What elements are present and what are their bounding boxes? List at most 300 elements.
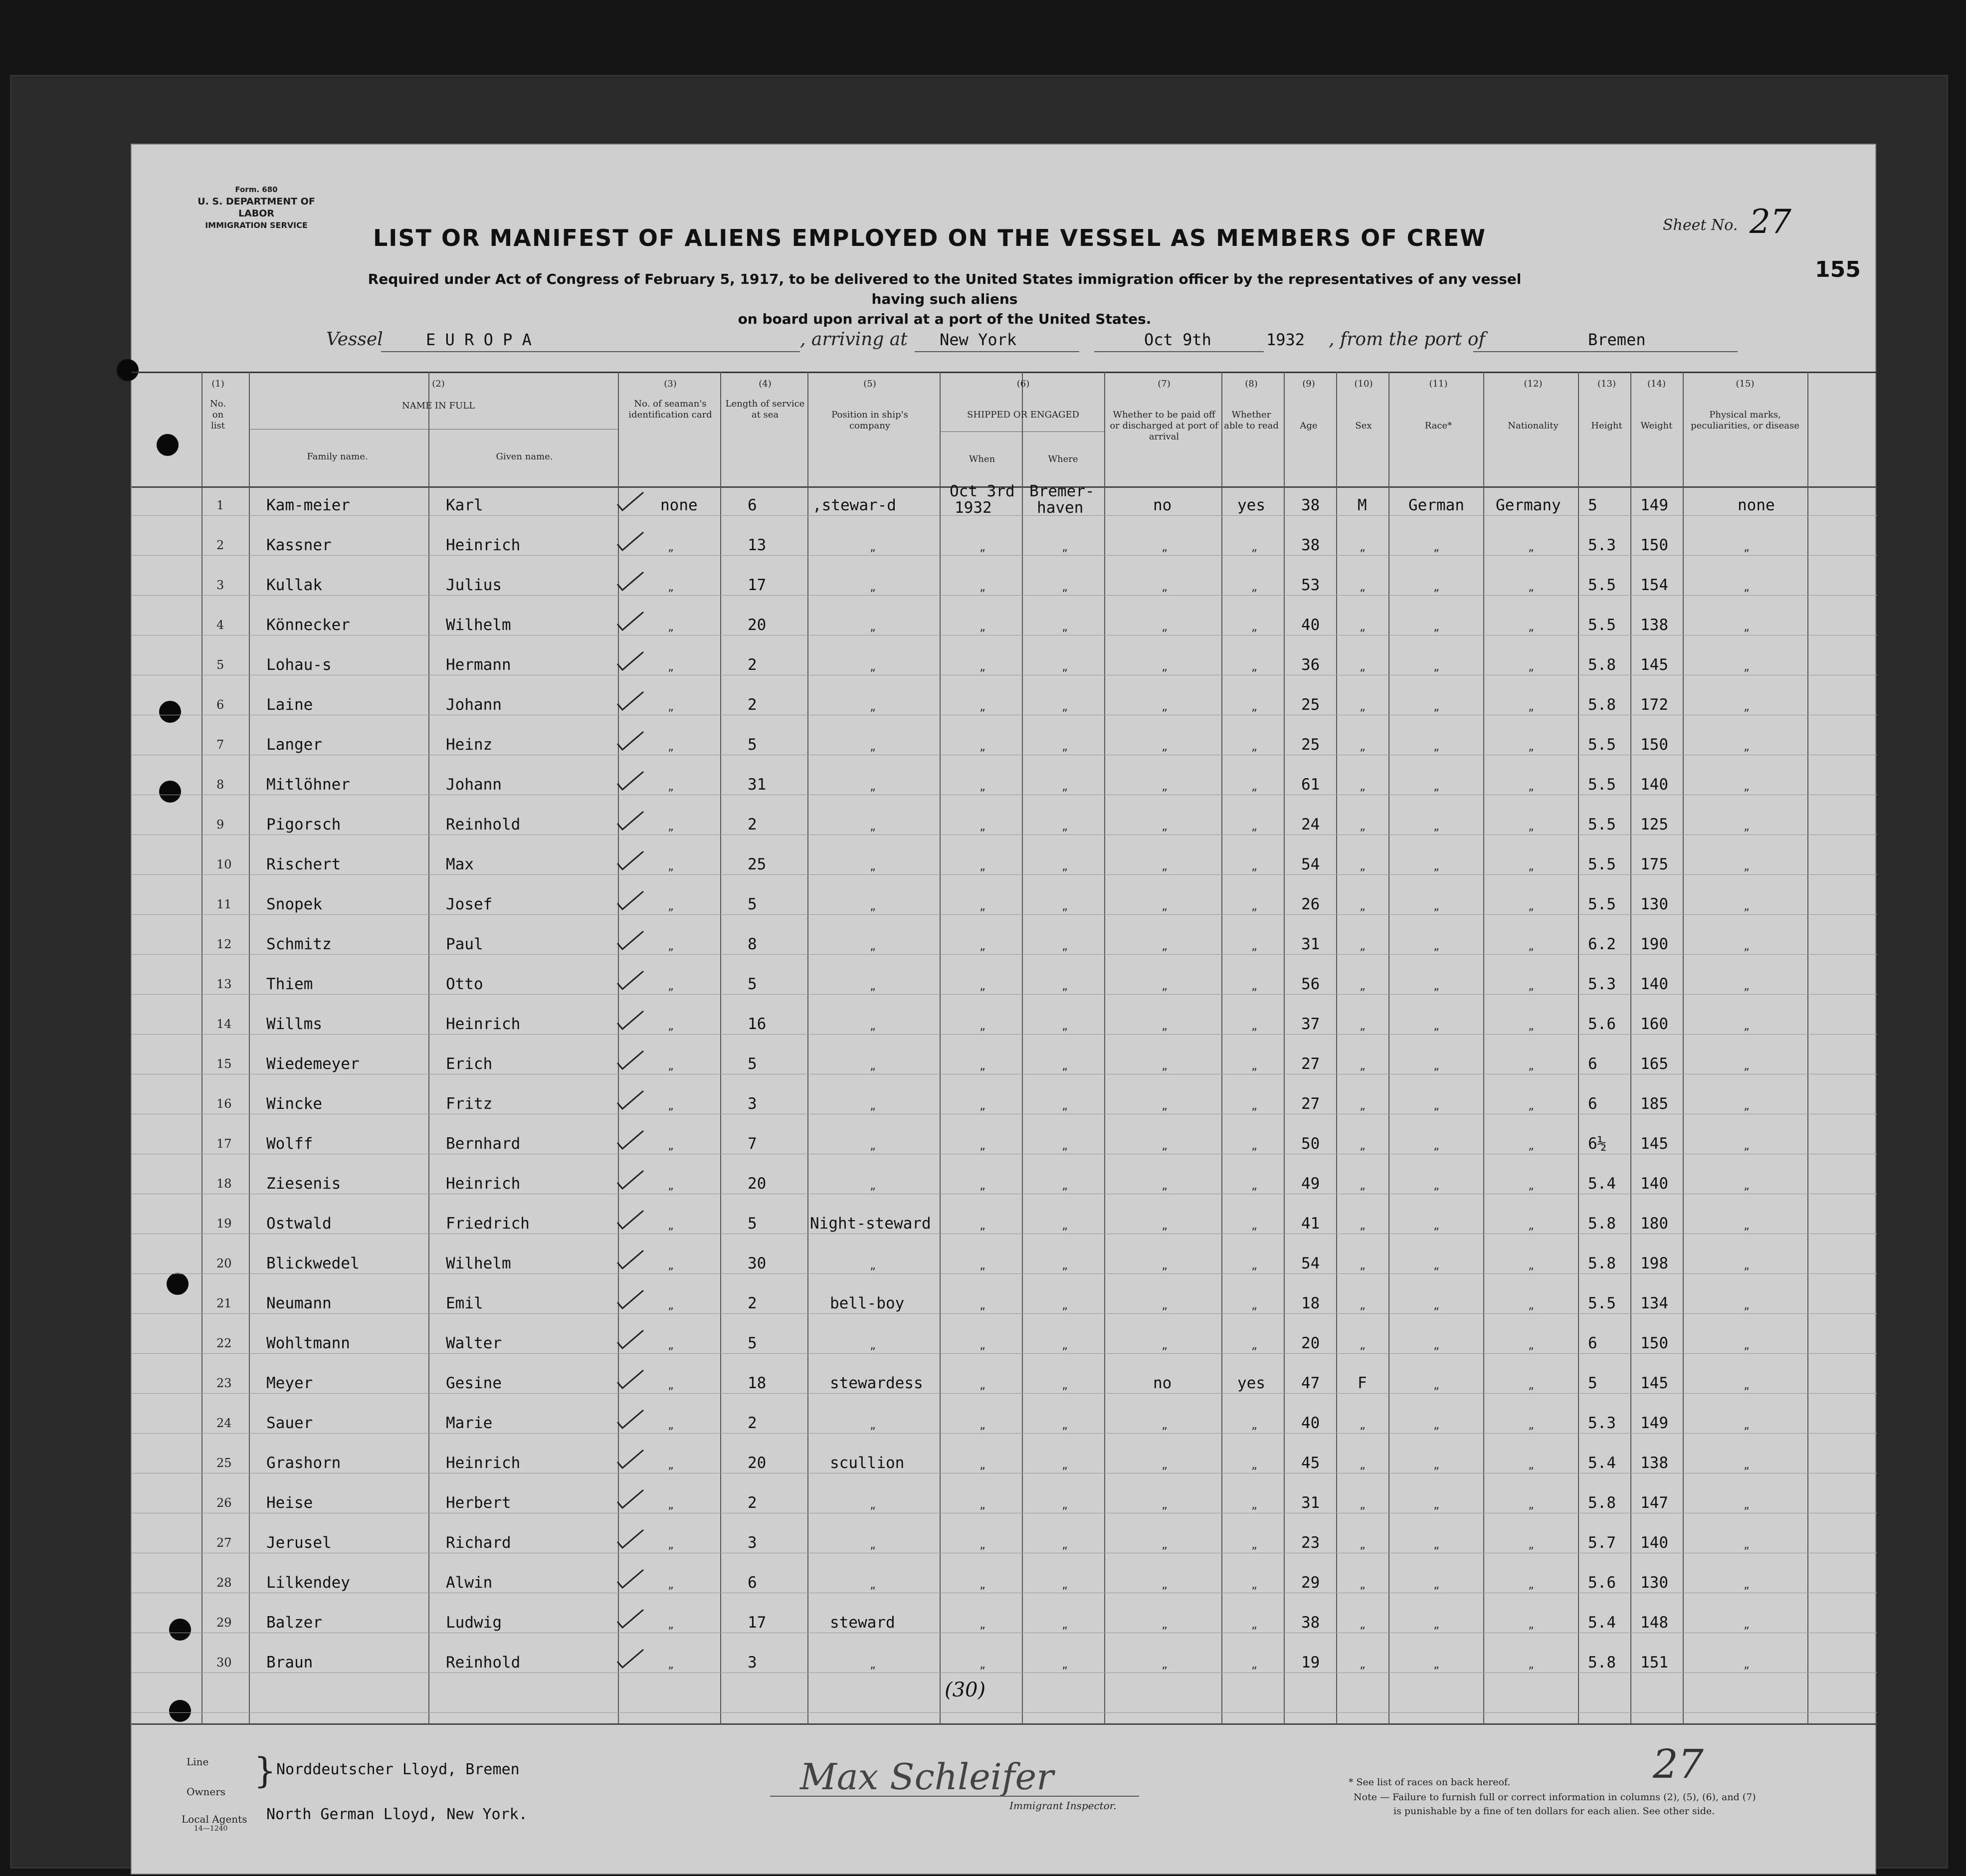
ditto-race: „ xyxy=(1433,1140,1440,1152)
ditto-where: „ xyxy=(1062,1060,1068,1072)
ditto-read: „ xyxy=(1251,1579,1258,1591)
column-rule xyxy=(807,372,808,1724)
height: 6 xyxy=(1588,1095,1597,1113)
height: 5.5 xyxy=(1588,1294,1616,1312)
length-of-service: 3 xyxy=(748,1534,757,1552)
length-of-service: 5 xyxy=(748,895,757,913)
given-name: Marie xyxy=(446,1414,493,1432)
col-14-header xyxy=(1633,379,1680,431)
family-name: Sauer xyxy=(266,1414,313,1432)
inspector-underline xyxy=(770,1796,1139,1797)
row-rule xyxy=(132,874,1877,875)
given-name: Josef xyxy=(446,895,493,913)
ditto-nationality: „ xyxy=(1528,1339,1535,1351)
checkmark-icon xyxy=(615,930,645,951)
col-3-header xyxy=(620,379,720,420)
weight: 140 xyxy=(1640,776,1668,794)
row-number: 24 xyxy=(216,1416,232,1430)
table-top-rule xyxy=(132,372,1877,373)
ditto-marks: „ xyxy=(1744,1499,1750,1511)
col-13-header xyxy=(1583,379,1630,431)
ditto-when: „ xyxy=(980,621,986,633)
ditto-marks: „ xyxy=(1744,1379,1750,1391)
given-name: Friedrich xyxy=(446,1215,530,1233)
family-name: Grashorn xyxy=(266,1454,341,1472)
row-1-paid-off: no xyxy=(1153,496,1172,514)
column-rule xyxy=(1284,372,1285,1724)
ditto-sex: „ xyxy=(1360,1539,1366,1551)
age: 26 xyxy=(1301,895,1320,913)
ditto-race: „ xyxy=(1433,741,1440,753)
ditto-marks: „ xyxy=(1744,900,1750,912)
weight: 130 xyxy=(1640,895,1668,913)
ditto-nationality: „ xyxy=(1528,1180,1535,1192)
ditto-where: „ xyxy=(1062,860,1068,872)
ditto-marks: „ xyxy=(1744,741,1750,753)
checkmark-icon xyxy=(615,1449,645,1470)
age: 49 xyxy=(1301,1175,1320,1193)
ditto-sex: „ xyxy=(1360,541,1366,553)
age: 54 xyxy=(1301,1254,1320,1272)
ditto-nationality: „ xyxy=(1528,1140,1535,1152)
height: 5.8 xyxy=(1588,656,1616,674)
family-name: Wolff xyxy=(266,1135,313,1153)
row-number: 11 xyxy=(216,897,232,911)
ditto-when: „ xyxy=(980,980,986,992)
family-name: Wohltmann xyxy=(266,1334,350,1352)
sheet-number-value: 27 xyxy=(1749,203,1791,241)
col-11-header xyxy=(1393,379,1483,431)
given-name: Johann xyxy=(446,696,502,714)
ditto-when: „ xyxy=(980,581,986,593)
given-name: Karl xyxy=(446,496,483,514)
ditto-sex: „ xyxy=(1360,1619,1366,1631)
ditto-read: „ xyxy=(1251,1659,1258,1670)
col-10-header xyxy=(1339,379,1388,431)
ditto-sex: „ xyxy=(1360,1659,1366,1670)
column-rule xyxy=(1630,372,1631,1724)
arriving-underline xyxy=(915,351,1079,352)
col-6-when-header: When xyxy=(969,454,995,464)
ditto-card: „ xyxy=(668,1100,674,1112)
ditto-card: „ xyxy=(668,980,674,992)
family-name: Könnecker xyxy=(266,616,350,634)
ditto-where: „ xyxy=(1062,1579,1068,1591)
ditto-nationality: „ xyxy=(1528,1259,1535,1271)
ditto-card: „ xyxy=(668,1220,674,1232)
ditto-position: „ xyxy=(870,1100,876,1112)
ditto-paid-off: „ xyxy=(1162,1419,1168,1431)
ditto-where: „ xyxy=(1062,1419,1068,1431)
footer-brace: } xyxy=(254,1750,276,1791)
ditto-sex: „ xyxy=(1360,1060,1366,1072)
ditto-paid-off: „ xyxy=(1162,1499,1168,1511)
ditto-marks: „ xyxy=(1744,1539,1750,1551)
height: 5.5 xyxy=(1588,616,1616,634)
ditto-paid-off: „ xyxy=(1162,541,1168,553)
row-rule xyxy=(132,555,1877,556)
given-name: Heinrich xyxy=(446,1454,521,1472)
row-number: 13 xyxy=(216,977,232,991)
col-9-header xyxy=(1284,379,1334,431)
col-6-where-header: Where xyxy=(1048,454,1078,464)
ditto-read: „ xyxy=(1251,1140,1258,1152)
ditto-where: „ xyxy=(1062,1020,1068,1032)
ditto-card: „ xyxy=(668,1379,674,1391)
ditto-card: „ xyxy=(668,1020,674,1032)
ditto-paid-off: „ xyxy=(1162,860,1168,872)
col-6-header xyxy=(942,379,1104,420)
row-1-where-line-2: haven xyxy=(1037,499,1084,517)
family-name: Wiedemeyer xyxy=(266,1055,360,1073)
ditto-position: „ xyxy=(870,1020,876,1032)
ditto-race: „ xyxy=(1433,1299,1440,1311)
height: 5.3 xyxy=(1588,975,1616,993)
ditto-paid-off: „ xyxy=(1162,581,1168,593)
column-rule xyxy=(940,372,941,1724)
ditto-nationality: „ xyxy=(1528,1060,1535,1072)
col-4-label: Length of service at sea xyxy=(725,399,805,420)
column-rule xyxy=(1336,372,1337,1724)
ditto-paid-off: „ xyxy=(1162,1060,1168,1072)
given-name: Emil xyxy=(446,1294,483,1312)
ditto-when: „ xyxy=(980,701,986,713)
ditto-paid-off: „ xyxy=(1162,1220,1168,1232)
col-2-label: NAME IN FULL xyxy=(401,401,475,411)
col-3-label: No. of seaman's identification card xyxy=(628,399,712,420)
height: 5.3 xyxy=(1588,1414,1616,1432)
ditto-nationality: „ xyxy=(1528,621,1535,633)
weight: 138 xyxy=(1640,616,1668,634)
position: stewardess xyxy=(830,1374,923,1392)
ditto-sex: „ xyxy=(1360,1140,1366,1152)
ditto-read: „ xyxy=(1251,1020,1258,1032)
age: 31 xyxy=(1301,935,1320,953)
ditto-where: „ xyxy=(1062,1180,1068,1192)
ditto-sex: „ xyxy=(1360,900,1366,912)
weight: 140 xyxy=(1640,1534,1668,1552)
age: 54 xyxy=(1301,855,1320,873)
given-name: Ludwig xyxy=(446,1614,502,1632)
row-rule xyxy=(132,515,1877,516)
ditto-when: „ xyxy=(980,541,986,553)
length-of-service: 2 xyxy=(748,656,757,674)
ditto-marks: „ xyxy=(1744,860,1750,872)
family-name: Mitlöhner xyxy=(266,776,350,794)
col-9-number: (9) xyxy=(1302,379,1315,389)
weight: 138 xyxy=(1640,1454,1668,1472)
position: steward xyxy=(830,1614,895,1632)
col-5-label: Position in ship's company xyxy=(831,410,908,431)
ditto-nationality: „ xyxy=(1528,1499,1535,1511)
ditto-position: „ xyxy=(870,940,876,952)
position: bell-boy xyxy=(830,1294,905,1312)
weight: 190 xyxy=(1640,935,1668,953)
ditto-nationality: „ xyxy=(1528,1020,1535,1032)
ditto-race: „ xyxy=(1433,940,1440,952)
ditto-read: „ xyxy=(1251,1259,1258,1271)
ditto-card: „ xyxy=(668,1299,674,1311)
row-number: 22 xyxy=(216,1336,232,1350)
given-name: Richard xyxy=(446,1534,511,1552)
ditto-read: „ xyxy=(1251,701,1258,713)
ditto-paid-off: „ xyxy=(1162,1259,1168,1271)
age: 45 xyxy=(1301,1454,1320,1472)
ditto-when: „ xyxy=(980,661,986,673)
col-6-label: SHIPPED OR ENGAGED xyxy=(967,410,1079,420)
row-rule xyxy=(132,1433,1877,1434)
age: 25 xyxy=(1301,736,1320,754)
ditto-card: „ xyxy=(668,821,674,833)
age: 29 xyxy=(1301,1574,1320,1592)
ditto-sex: „ xyxy=(1360,621,1366,633)
ditto-card: „ xyxy=(668,661,674,673)
column-rule xyxy=(1022,372,1023,1724)
ditto-nationality: „ xyxy=(1528,1100,1535,1112)
height: 5.8 xyxy=(1588,696,1616,714)
ditto-where: „ xyxy=(1062,661,1068,673)
height: 5.4 xyxy=(1588,1175,1616,1193)
row-1-race: German xyxy=(1408,496,1464,514)
given-name: Max xyxy=(446,855,474,873)
ditto-nationality: „ xyxy=(1528,940,1535,952)
ditto-when: „ xyxy=(980,1499,986,1511)
ditto-position: „ xyxy=(870,1539,876,1551)
col-11-number: (11) xyxy=(1429,379,1448,389)
ditto-nationality: „ xyxy=(1528,1659,1535,1670)
length-of-service: 6 xyxy=(748,1574,757,1592)
ditto-race: „ xyxy=(1433,1020,1440,1032)
given-name: Otto xyxy=(446,975,483,993)
family-name: Kullak xyxy=(266,576,322,594)
column-rule xyxy=(428,372,429,1724)
length-of-service: 7 xyxy=(748,1135,757,1153)
ditto-position: „ xyxy=(870,621,876,633)
vessel-name: E U R O P A xyxy=(426,330,532,349)
ditto-card: „ xyxy=(668,701,674,713)
col-13-number: (13) xyxy=(1597,379,1616,389)
ditto-paid-off: „ xyxy=(1162,1299,1168,1311)
ditto-nationality: „ xyxy=(1528,741,1535,753)
ditto-when: „ xyxy=(980,741,986,753)
age: 37 xyxy=(1301,1015,1320,1033)
arrival-date: Oct 9th xyxy=(1144,330,1211,349)
row-number: 29 xyxy=(216,1616,232,1630)
length-of-service: 25 xyxy=(748,855,767,873)
ditto-where: „ xyxy=(1062,1140,1068,1152)
ditto-card: „ xyxy=(668,621,674,633)
ditto-race: „ xyxy=(1433,1419,1440,1431)
column-rule xyxy=(1104,372,1105,1724)
col-5-header xyxy=(810,379,930,431)
age: 50 xyxy=(1301,1135,1320,1153)
given-name: Heinrich xyxy=(446,536,521,554)
given-name: Reinhold xyxy=(446,816,521,834)
ditto-position: „ xyxy=(870,701,876,713)
ditto-nationality: „ xyxy=(1528,541,1535,553)
ditto-nationality: „ xyxy=(1528,1379,1535,1391)
ditto-race: „ xyxy=(1433,541,1440,553)
row-number: 5 xyxy=(216,658,224,672)
ditto-read: „ xyxy=(1251,1060,1258,1072)
row-number: 17 xyxy=(216,1137,232,1151)
age: 53 xyxy=(1301,576,1320,594)
length-of-service: 2 xyxy=(748,696,757,714)
subheader-rule xyxy=(940,431,1104,432)
ditto-race: „ xyxy=(1433,621,1440,633)
checkmark-icon xyxy=(615,1289,645,1310)
col-15-label: Physical marks, peculiarities, or disease xyxy=(1691,410,1799,431)
col-3-number: (3) xyxy=(664,379,677,389)
row-number: 14 xyxy=(216,1017,232,1031)
ditto-when: „ xyxy=(980,821,986,833)
column-rule xyxy=(1221,372,1222,1724)
family-name: Snopek xyxy=(266,895,322,913)
checkmark-icon xyxy=(615,1489,645,1510)
row-number: 8 xyxy=(216,778,224,792)
age: 38 xyxy=(1301,536,1320,554)
col-2-given-header: Given name. xyxy=(496,451,553,462)
checkmark-icon xyxy=(615,890,645,911)
row-rule xyxy=(132,1353,1877,1354)
weight: 148 xyxy=(1640,1614,1668,1632)
age: 24 xyxy=(1301,816,1320,834)
ditto-card: „ xyxy=(668,1060,674,1072)
ditto-when: „ xyxy=(980,1419,986,1431)
length-of-service: 18 xyxy=(748,1374,767,1392)
ditto-sex: „ xyxy=(1360,1459,1366,1471)
ditto-nationality: „ xyxy=(1528,1619,1535,1631)
age: 25 xyxy=(1301,696,1320,714)
col-10-label: Sex xyxy=(1355,420,1372,431)
ditto-read: „ xyxy=(1251,1539,1258,1551)
ditto-marks: „ xyxy=(1744,781,1750,793)
checkmark-icon xyxy=(615,1529,645,1550)
col-12-label: Nationality xyxy=(1508,420,1559,431)
weight: 165 xyxy=(1640,1055,1668,1073)
subtitle-line-1: Required under Act of Congress of February 5, 1917, to be delivered to the United States immigration officer by the representatives of any vessel having such aliens xyxy=(368,271,1522,307)
ditto-card: „ xyxy=(668,1459,674,1471)
ditto-nationality: „ xyxy=(1528,1299,1535,1311)
ditto-race: „ xyxy=(1433,1100,1440,1112)
checkmark-icon xyxy=(615,531,645,552)
checkmark-icon xyxy=(615,1409,645,1430)
inspector-label: Immigrant Inspector. xyxy=(1009,1800,1117,1812)
family-name: Langer xyxy=(266,736,322,754)
ditto-read: „ xyxy=(1251,980,1258,992)
ditto-marks: „ xyxy=(1744,1659,1750,1670)
checkmark-icon xyxy=(615,811,645,832)
age: 20 xyxy=(1301,1334,1320,1352)
family-name: Blickwedel xyxy=(266,1254,360,1272)
ditto-read: „ xyxy=(1251,1499,1258,1511)
ditto-sex: „ xyxy=(1360,581,1366,593)
age: 38 xyxy=(1301,496,1320,514)
ditto-card: „ xyxy=(668,1140,674,1152)
ditto-paid-off: „ xyxy=(1162,1579,1168,1591)
row-number: 21 xyxy=(216,1296,232,1310)
row-1-position: ,stewar-d xyxy=(812,496,896,514)
line-owner-value: Norddeutscher Lloyd, Bremen xyxy=(276,1761,520,1778)
row-1-card: none xyxy=(660,496,698,514)
ditto-nationality: „ xyxy=(1528,781,1535,793)
row-number: 10 xyxy=(216,857,232,871)
length-of-service: 17 xyxy=(748,1614,767,1632)
ditto-where: „ xyxy=(1062,900,1068,912)
age: 47 xyxy=(1301,1374,1320,1392)
length-of-service: 5 xyxy=(748,975,757,993)
arrival-year: 1932 xyxy=(1266,330,1305,349)
ditto-sex: „ xyxy=(1360,1419,1366,1431)
col-1-label: No. on list xyxy=(210,399,226,431)
ditto-sex: „ xyxy=(1360,661,1366,673)
form-code: 14—1240 xyxy=(194,1825,228,1833)
ditto-race: „ xyxy=(1433,860,1440,872)
family-name: Kassner xyxy=(266,536,332,554)
ditto-nationality: „ xyxy=(1528,1459,1535,1471)
ditto-read: „ xyxy=(1251,900,1258,912)
length-of-service: 20 xyxy=(748,1175,767,1193)
ditto-read: „ xyxy=(1251,1419,1258,1431)
service: IMMIGRATION SERVICE xyxy=(205,220,308,230)
row-number: 20 xyxy=(216,1256,232,1270)
ditto-paid-off: „ xyxy=(1162,980,1168,992)
age: 27 xyxy=(1301,1055,1320,1073)
ditto-sex: „ xyxy=(1360,1100,1366,1112)
row-rule xyxy=(132,1393,1877,1394)
length-of-service: 5 xyxy=(748,1055,757,1073)
ditto-where: „ xyxy=(1062,940,1068,952)
height: 6½ xyxy=(1588,1135,1607,1153)
ditto-marks: „ xyxy=(1744,1220,1750,1232)
checkmark-icon xyxy=(615,731,645,752)
ditto-when: „ xyxy=(980,1579,986,1591)
row-number: 23 xyxy=(216,1376,232,1390)
ditto-sex: „ xyxy=(1360,781,1366,793)
checkmark-icon xyxy=(615,1649,645,1669)
checkmark-icon xyxy=(615,1170,645,1191)
weight: 151 xyxy=(1640,1654,1668,1671)
weight: 172 xyxy=(1640,696,1668,714)
checkmark-icon xyxy=(615,970,645,991)
ditto-position: „ xyxy=(870,661,876,673)
family-name: Meyer xyxy=(266,1374,313,1392)
ditto-sex: „ xyxy=(1360,1499,1366,1511)
paid-off: no xyxy=(1153,1374,1172,1392)
form-number: Form. 680 xyxy=(235,185,278,194)
owners-label: Owners xyxy=(187,1786,226,1798)
row-number: 25 xyxy=(216,1456,232,1470)
ditto-sex: „ xyxy=(1360,1299,1366,1311)
row-rule xyxy=(132,914,1877,915)
ditto-when: „ xyxy=(980,1100,986,1112)
row-number: 19 xyxy=(216,1217,232,1231)
family-name: Pigorsch xyxy=(266,816,341,834)
ditto-card: „ xyxy=(668,1539,674,1551)
ditto-when: „ xyxy=(980,1459,986,1471)
row-rule xyxy=(132,595,1877,596)
ditto-race: „ xyxy=(1433,821,1440,833)
ditto-read: „ xyxy=(1251,541,1258,553)
sex: F xyxy=(1358,1374,1367,1392)
ditto-nationality: „ xyxy=(1528,701,1535,713)
ditto-race: „ xyxy=(1433,1459,1440,1471)
ditto-position: „ xyxy=(870,1419,876,1431)
checkmark-icon xyxy=(615,1329,645,1350)
ditto-race: „ xyxy=(1433,1579,1440,1591)
ditto-sex: „ xyxy=(1360,1180,1366,1192)
ditto-when: „ xyxy=(980,1619,986,1631)
